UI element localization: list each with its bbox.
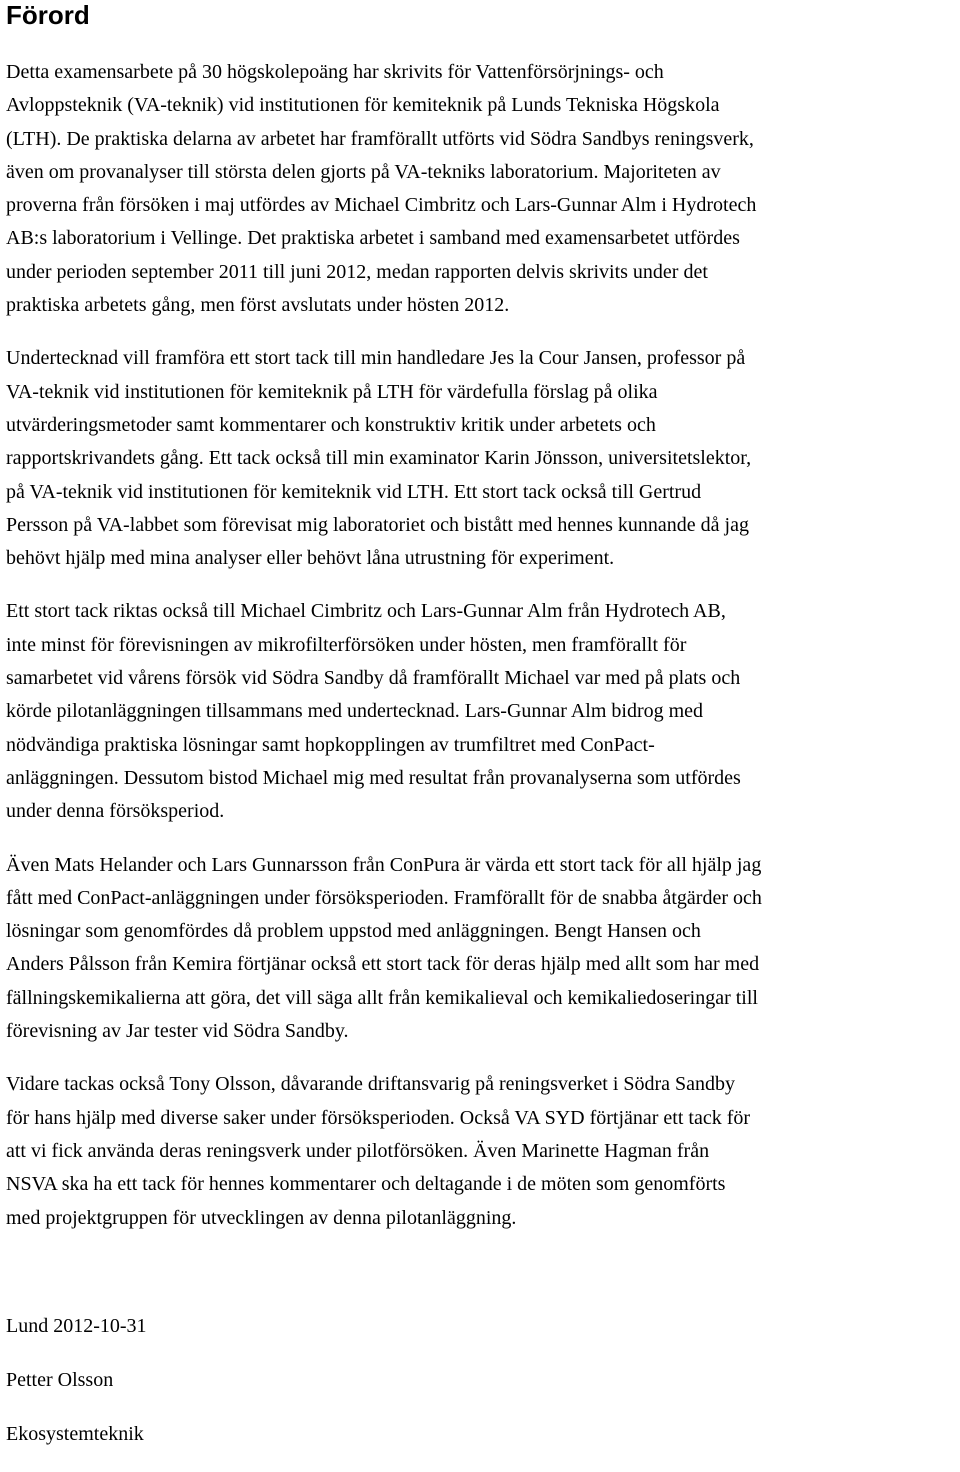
paragraph-line: fått med ConPact-anläggningen under försöksperioden. Framförallt för de snabba åtgärder och <box>6 886 762 909</box>
paragraphs-container <box>6 56 956 1235</box>
paragraph-line: Anders Pålsson från Kemira förtjänar också ett stort tack för deras hjälp med allt som har med <box>6 953 760 976</box>
body-paragraph <box>6 56 956 322</box>
paragraph-line: VA-teknik vid institutionen för kemiteknik på LTH för värdefulla förslag på olika <box>6 380 658 403</box>
body-paragraph <box>6 342 956 575</box>
paragraph-line: på VA-teknik vid institutionen för kemiteknik vid LTH. Ett stort tack också till Gertrud <box>6 480 702 503</box>
paragraph-line: fällningskemikalierna att göra, det vill säga allt från kemikalieval och kemikaliedoseringar till <box>6 986 758 1009</box>
paragraph-line: NSVA ska ha ett tack för hennes kommentarer och deltagande i de möten som genomförts <box>6 1173 726 1196</box>
body-paragraph <box>6 595 956 828</box>
paragraph-line: förevisning av Jar tester vid Södra Sandby. <box>6 1020 349 1043</box>
paragraph-line: lösningar som genomfördes då problem uppstod med anläggningen. Bengt Hansen och <box>6 920 701 943</box>
paragraph-line: utvärderingsmetoder samt kommentarer och konstruktiv kritik under arbetets och <box>6 413 656 436</box>
paragraph-line: under perioden september 2011 till juni 2012, medan rapporten delvis skrivits under det <box>6 260 708 283</box>
paragraph-line: även om provanalyser till största delen gjorts på VA-tekniks laboratorium. Majoriteten av <box>6 160 721 183</box>
paragraph-line: praktiska arbetets gång, men först avslutats under hösten 2012. <box>6 294 510 317</box>
signature-name: Petter Olsson <box>6 1368 114 1391</box>
paragraph-line: nödvändiga praktiska lösningar samt hopkopplingen av trumfiltret med ConPact- <box>6 733 655 756</box>
signature-department: Ekosystemteknik <box>6 1422 144 1445</box>
document-page <box>6 0 956 1472</box>
paragraph-line: inte minst för förevisningen av mikrofilterförsöken under hösten, men framförallt för <box>6 633 687 656</box>
paragraph-line: Avloppsteknik (VA-teknik) vid institutionen för kemiteknik på Lunds Tekniska Högskola <box>6 94 720 117</box>
paragraph-line: för hans hjälp med diverse saker under försöksperioden. Också VA SYD förtjänar ett tack för <box>6 1106 751 1129</box>
paragraph-line: rapportskrivandets gång. Ett tack också till min examinator Karin Jönsson, universitetslektor, <box>6 447 752 470</box>
paragraph-line: (LTH). De praktiska delarna av arbetet har framförallt utförts vid Södra Sandbys reningsverk, <box>6 127 754 150</box>
page-title: Förord <box>6 0 90 30</box>
paragraph-line: Ett stort tack riktas också till Michael Cimbritz och Lars-Gunnar Alm från Hydrotech AB, <box>6 600 726 623</box>
body-paragraph <box>6 1068 956 1234</box>
signature-place-date: Lund 2012-10-31 <box>6 1314 147 1337</box>
paragraph-line: AB:s laboratorium i Vellinge. Det praktiska arbetet i samband med examensarbetet utfördes <box>6 227 740 250</box>
paragraph-line: proverna från försöken i maj utfördes av Michael Cimbritz och Lars-Gunnar Alm i Hydrotech <box>6 194 757 217</box>
paragraph-line: under denna försöksperiod. <box>6 800 225 823</box>
signature-block <box>6 1310 956 1451</box>
paragraph-line: att vi fick använda deras reningsverk under pilotförsöken. Även Marinette Hagman från <box>6 1139 710 1162</box>
paragraph-line: anläggningen. Dessutom bistod Michael mig med resultat från provanalyserna som utfördes <box>6 766 741 789</box>
paragraph-line: Undertecknad vill framföra ett stort tack till min handledare Jes la Cour Jansen, professor på <box>6 347 746 370</box>
paragraph-line: Även Mats Helander och Lars Gunnarsson från ConPura är värda ett stort tack för all hjälp jag <box>6 853 762 876</box>
paragraph-line: Persson på VA-labbet som förevisat mig laboratoriet och bistått med hennes kunnande då jag <box>6 513 749 536</box>
paragraph-line: behövt hjälp med mina analyser eller behövt låna utrustning för experiment. <box>6 547 615 570</box>
paragraph-line: körde pilotanläggningen tillsammans med undertecknad. Lars-Gunnar Alm bidrog med <box>6 700 704 723</box>
paragraph-line: Vidare tackas också Tony Olsson, dåvarande driftansvarig på reningsverket i Södra Sandby <box>6 1073 736 1096</box>
body-paragraph <box>6 849 956 1049</box>
paragraph-line: samarbetet vid vårens försök vid Södra Sandby då framförallt Michael var med på plats och <box>6 667 741 690</box>
paragraph-line: med projektgruppen för utvecklingen av denna pilotanläggning. <box>6 1206 517 1229</box>
paragraph-line: Detta examensarbete på 30 högskolepoäng har skrivits för Vattenförsörjnings- och <box>6 61 664 83</box>
